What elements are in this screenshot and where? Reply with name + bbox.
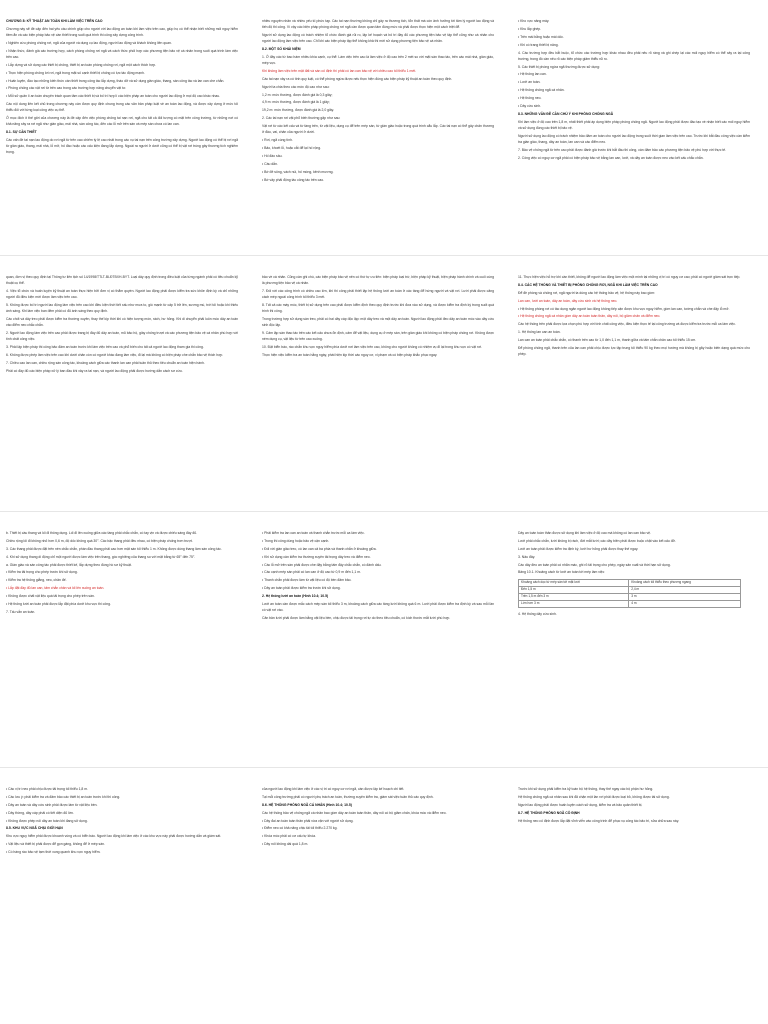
paragraph: • Không được phép nối dây an toàn khi đang sử dụng.	[6, 818, 88, 823]
table-header-cell: Khoảng cách tối thiểu theo phương ngang	[629, 579, 741, 586]
paragraph: 7. Đối với các công trình có chiều cao lớn, khi thi công phải thiết lập hệ thống lưới an toàn ở các tầng để hứng người và vật rơi. Lưới phải được căng cách mép ngoài công trình tối thiểu 3 mét.	[262, 288, 494, 300]
paragraph: 1. Ở đây các từ bao hàm nhiều khía cạnh, cụ thể: Làm việc trên cao là làm việc ở độ cao trên 2 mét so với mặt sàn thao tác, trên các mái nhà, giàn giáo, mép vực.	[262, 54, 494, 65]
paragraph: • Không được chất vật liệu quá tải trọng cho phép trên sàn.	[6, 594, 95, 599]
paragraph: • Hệ thống lưới an toàn phải được lắp đặt phía dưới khu vực thi công.	[6, 602, 111, 607]
paragraph: Để phòng chống ngã, thanh trên của lan can phải chịu được lực tập trung tối thiểu 90 kg theo mọi hướng mà không bị gãy hoặc biến dạng quá mức cho phép.	[518, 346, 750, 357]
column-left	[6, 274, 238, 506]
paragraph: 3. Nâu đây.	[518, 554, 536, 559]
paragraph: Các nội dung liên kết chủ trong chương này cần được quy định chung trong các văn bản pháp luật về an toàn lao động, và được xây dựng ở mức tối thiểu đối với từng loại công việc cụ thể.	[6, 102, 238, 113]
paragraph: b. Thiết bị cầu thang và lối đi thông dụng. Lối đi lên xuống giữa các tầng phải chắc chắn, có tay vịn và được chiếu sáng đầy đủ.	[6, 531, 198, 535]
paragraph: • Lưới an toàn.	[518, 80, 541, 85]
highlighted-text: Lan can, lưới an toàn, dây an toàn, dây cứu sinh và hệ thống neo.	[518, 298, 618, 303]
paragraph: nhiều nguyên nhân và nhiều yếu tố phức tạp. Các tai nạn thường không chỉ gây ra thương tích, tổn thất mà còn ảnh hưởng tới tâm lý người lao động và tiến độ thi công. Vì vậy các biện pháp phòng chống rơi ngã cần được quan tâm đúng mức và phải được thực hiện một cách triệt để.	[262, 19, 494, 30]
paragraph: 1. Hệ thống lan can an toàn.	[518, 330, 561, 335]
highlighted-text: Khi không làm việc trên mặt đất và sàn cố định thì phải có lan can bảo vệ với chiều cao tối thiểu 1 mét.	[262, 68, 417, 73]
paragraph: Các hệ thống bảo vệ chống ngã cá nhân bao gồm dây an toàn toàn thân, dây nối có bộ giảm chấn, khóa móc và điểm neo.	[262, 810, 447, 815]
paragraph: 4. Các trường hợp đều bắt buộc, tổ chức các trường hợp khác nhau đều phải nêu rõ ràng và ghi chép lại các mối nguy hiểm có thể xảy ra tại công trường, trong đó cần nêu rõ các biện pháp giảm thiểu rủi ro.	[518, 50, 750, 61]
paragraph: • Cầu dẫn.	[262, 161, 278, 166]
paragraph: 10. Đặt biển báo, rào chắn khu vực nguy hiểm phía dưới nơi làm việc trên cao, không cho người không có nhiệm vụ đi lại trong khu vực có vật rơi.	[262, 344, 483, 349]
section-heading: 8.1. SỰ CẦN THIẾT	[6, 130, 37, 135]
paragraph: 7. Bảo vệ chống ngã từ trên cao phải được đánh giá trước khi bắt đầu thi công, cần đảm bảo các phương tiện bảo vệ phù hợp với thực tế.	[518, 147, 727, 152]
paragraph: 5. Các thiết bị phòng ngừa ngã thường được sử dụng:	[518, 64, 600, 69]
paragraph: Để đề phòng và chống rơi, ngã người ta dùng các hệ thống bảo vệ, hệ thống này bao gồm:	[518, 290, 655, 295]
paragraph: • Hố đào sâu.	[262, 153, 283, 158]
paragraph: • Thanh chắn phải được làm từ vật liệu có độ bền đảm bảo.	[262, 578, 352, 583]
paragraph: • Điểm neo có khả năng chịu tải tối thiểu 2.270 kg.	[262, 826, 338, 831]
paragraph: Người sử dụng lao động có trách nhiệm tổ chức đánh giá rủi ro, lập kế hoạch và bố trí đầy đủ các phương tiện bảo vệ tập thể cũng như cá nhân cho người lao động làm việc trên cao. Chỉ khi các biện pháp tập thể không khả thi mới sử dụng phương tiện bảo vệ cá nhân.	[262, 32, 494, 44]
paragraph: • Dây nối không dài quá 1,8 m.	[262, 842, 309, 847]
paragraph: • Kho vực nâng máy.	[518, 19, 550, 23]
table-header-cell: Khoảng cách dọc từ mép sàn tới mặt lưới	[519, 579, 629, 586]
paragraph: • Bờ vây phải động tác công tác trên cao.	[262, 177, 325, 182]
paragraph: Căn bản lưới phải được làm bằng vật liệu bền, chịu được tải trọng rơi tự do theo tiêu chuẩn, có kích thước mắt lưới phù hợp.	[262, 616, 451, 620]
paragraph: 6. Không được phép làm việc trên cao khi dưới chân còn có người khác đang làm việc, đi lại mà không có biện pháp che chắn bảo vệ thích hợp.	[6, 352, 224, 357]
paragraph: • Khi có trang thiết bị nâng.	[518, 42, 559, 47]
paragraph: Lưới an toàn cần được mắc cách mép sàn tối thiểu 3 m, khoảng cách giữa các tầng lưới không quá 6 m. Lưới phải được kiểm tra định kỳ và sau mỗi lần có vật rơi vào.	[262, 602, 494, 613]
paragraph: Hệ thống neo cố định được lắp đặt vĩnh viễn vào công trình để phục vụ công tác bảo trì, sửa chữa sau này.	[518, 818, 680, 823]
paragraph: Khu vực nguy hiểm phải được khoanh vùng và có biển báo. Người lao động khi làm việc ở các khu vực này phải được hướng dẫn và giám sát.	[6, 834, 222, 839]
paragraph: • Lắp dựng và sử dụng các thiết bị chống, thiết bị an toàn phòng chống rơi, ngã một cách thích hợp.	[6, 62, 157, 67]
page-3	[0, 512, 768, 768]
paragraph: • Các lưu ý: phải kiểm tra và đảm bảo các thiết bị an toàn trước khi thi công.	[6, 794, 121, 799]
column-right	[518, 18, 750, 250]
table-row	[519, 600, 741, 607]
paragraph: • Huấn luyện, đào tạo những kiến thức cần thiết trong công tác lắp dựng, tháo dỡ và sử dụng giàn giáo, thang, sàn công tác và lan can che chắn.	[6, 78, 225, 83]
paragraph: • Hệ thống chống ngã cá nhân.	[518, 88, 565, 93]
paragraph: Hệ thống chống ngã cá nhân sau khi đã chặn một lần rơi phải được loại bỏ, không được tái sử dụng.	[518, 794, 670, 799]
paragraph: • Phòng chống các vật rơi từ trên cao trong các trường hợp nâng chuyển vật tư.	[6, 86, 127, 91]
table-cell: Đến 1,5 m	[519, 586, 629, 593]
paragraph: Người sử dụng lao động có trách nhiệm bảo đảm an toàn cho người lao động trong suốt thời gian làm việc trên cao. Trước khi bắt đầu công việc cần kiểm tra giàn giáo, thang, dây an toàn, lan can và các điểm neo.	[518, 133, 750, 144]
paragraph: • Khóa móc phải có cơ cấu tự khóa.	[262, 834, 316, 839]
distance-table	[518, 579, 741, 608]
paragraph: • Mỗi sử quản lí an toàn chuyên trách quan tâm các thiết bị và bố trí hợp lí các biện pháp an toàn cho người lao động ở mọi độ cao khác nhau.	[6, 94, 221, 99]
paragraph: 3. Phải lập biện pháp thi công bảo đảm an toàn trước khi làm việc trên cao và phổ biến cho tất cả người lao động tham gia thi công.	[6, 344, 204, 349]
paragraph: • Hệ thống phòng rơi có tác dụng ngăn người lao động không tiếp cận được khu vực nguy hiểm, gồm lan can, tường chắn và che đậy lỗ mở.	[518, 306, 730, 311]
paragraph: Người lao động phải được huấn luyện cách sử dụng, kiểm tra và bảo quản thiết bị.	[518, 802, 643, 807]
section-heading: 8.2. MỘT SỐ KHÁI NIỆM	[262, 46, 301, 51]
paragraph: 11. Thực hiện việc hỗ trợ khi cần thiết, không để người lao động làm việc một mình tại những vị trí có nguy cơ cao; phải có người giám sát trực tiếp.	[518, 275, 741, 279]
table-row	[519, 586, 741, 593]
section-heading: 8.3. NHỮNG VẤN ĐỀ CẦN CHÚ Ý KHI PHÒNG CHỐNG NGÃ	[518, 111, 614, 116]
paragraph: 4. Khi sử dụng thang di động chỉ một người được làm việc trên thang, góc nghiêng của thang so với mặt bằng từ 65° đến 75°.	[6, 554, 196, 559]
table-cell: 4 m	[629, 600, 741, 607]
paragraph: 2. Công việc có nguy cơ ngã phải có biện pháp bảo vệ bằng lan can, lưới, và dây an toàn được neo vào kết cấu chắc chắn.	[518, 155, 704, 160]
paragraph: 9. Cấm lập sàn thao tác trên các kết cấu chưa ổn định, cấm để vật liệu, dụng cụ ở mép sàn, trên giàn giáo khi không có biện pháp chống rơi. Không được ném dụng cụ, vật liệu từ trên cao xuống.	[262, 330, 494, 342]
column-left	[6, 530, 238, 762]
paragraph: 3. Các thang phải được đặt trên nền chắc chắn, phần đầu thang phải cao hơn mặt sàn tối thiểu 1 m. Không được dùng thang làm sàn công tác.	[6, 546, 222, 551]
table-row	[519, 593, 741, 600]
paragraph: • Thực hiện phòng chống lơi rơi, ngã trong mặt số cạnh thiết bị chống có lực tác động mạnh.	[6, 70, 145, 75]
paragraph: • Kiểm tra hệ thống giằng, neo, chân đế.	[6, 578, 67, 583]
column-middle	[262, 18, 494, 250]
column-right	[518, 786, 750, 1018]
paragraph: Chiều rộng lối đi không nhỏ hơn 0,6 m, độ dốc không quá 30°. Các bậc thang phải đều nhau, có biện pháp chống trơn trượt.	[6, 538, 193, 543]
paragraph: • Dây an toàn và dây cứu sinh phải được làm từ vật liệu bền.	[6, 802, 98, 807]
paragraph: Các chốt và dây treo phải được kiểm tra thường xuyên, thay thế kịp thời khi có hiện tượng mòn, rách, hư hỏng. Khi di chuyển phải luôn móc dây an toàn vào điểm neo chắc chắn.	[6, 316, 238, 328]
paragraph: quan, đơn vị theo quy định tại Thông tư liên tịch số 14/1998/TTLT-BLĐTBXH-BYT. Loại dây quy định trong điều luật của từng ngành phải có tiêu chuẩn kỹ thuật cụ thể.	[6, 275, 238, 286]
paragraph: bảo về cá nhân. Cũng cần ghi chú, các biện pháp bảo vệ nên có thứ tự ưu tiên: biện pháp loại trừ, biện pháp kỹ thuật, biện pháp hành chính và cuối cùng là phương tiện bảo vệ cá nhân.	[262, 275, 494, 286]
paragraph: Vật rơi từ các kết cấu và từ tầng trên, từ vật liệu, dụng cụ để trên mép sàn, từ giàn giáo hoặc trong quá trình cẩu lắp. Các tai nạn có thể gây chấn thương ở đầu, vai, chân của người ở dưới.	[262, 124, 494, 135]
paragraph: • Bảo, khoét lỗ, hoặc cắt để lại hố rộng.	[262, 145, 322, 150]
paragraph: • Khi sử dụng cần kiểm tra thường xuyên tải trọng dây treo và điểm neo.	[262, 554, 371, 559]
paragraph: 2. Người lao động làm việc trên cao phải được trang bị đầy đủ dây an toàn, mũ bảo hộ, giày chống trượt và các phương tiện bảo vệ cá nhân phù hợp với tính chất công việc.	[6, 330, 238, 342]
column-right	[518, 530, 750, 762]
highlighted-text: • Lắp đặt đầy đủ lan can, tấm chắn chân và lối lên xuống an toàn.	[6, 586, 105, 591]
paragraph: Thực hiện việc kiểm tra an toàn hằng ngày, phát hiện kịp thời các nguy cơ, vi phạm và có biện pháp khắc phục ngay.	[262, 352, 438, 357]
section-heading: 8.4. CÁC HỆ THỐNG VÀ THIẾT BỊ PHÒNG CHỐNG RƠI, NGÃ KHI LÀM VIỆC TRÊN CAO	[518, 282, 658, 287]
paragraph: • Rơi, ngã cùng tình.	[262, 138, 293, 143]
paragraph: của người lao động khi làm việc ở các vị trí có nguy cơ rơi ngã, cần được lập kế hoạch chi tiết.	[262, 787, 405, 791]
paragraph: 5. Không được bố trí người lao động làm việc trên cao khi điều kiện thời tiết xấu như mưa to, gió mạnh từ cấp 5 trở lên, sương mù, trời tối hoặc khi thiếu ánh sáng. Khi làm việc ban đêm phải có đủ ánh sáng theo quy định.	[6, 302, 238, 314]
paragraph: • Dây thừng, dây cáp phải có tiết diện đủ lớn.	[6, 810, 74, 815]
paragraph: Các dây đeo an toàn phải có nhãn mác, ghi rõ tải trọng cho phép, ngày sản xuất và thời hạn sử dụng.	[518, 562, 671, 567]
paragraph: Người ta chia theo các mức độ cao như sau:	[262, 84, 330, 89]
table-cell: Trên 1,5 m đến 3 m	[519, 593, 629, 600]
paragraph: Lưới an toàn phải được kiểm tra định kỳ, lưới hư hỏng phải được thay thế ngay.	[518, 546, 639, 551]
paragraph: • Dây an toàn phải được kiểm tra trước khi sử dụng.	[262, 586, 341, 591]
column-left	[6, 786, 238, 1018]
paragraph: • Dây cứu sinh.	[518, 104, 542, 108]
paragraph: • Khu lắp ghép.	[518, 26, 542, 31]
paragraph: Lan can an toàn phải chắc chắn, có thanh trên cao từ 1,0 đến 1,1 m, thanh giữa và tấm chắn chân cao tối thiểu 15 cm.	[518, 338, 697, 343]
paragraph: Dây an toàn toàn thân được sử dụng khi làm việc ở độ cao mà không có lan can bảo vệ.	[518, 531, 652, 535]
table-cell: 2,4 m	[629, 586, 741, 593]
section-heading: 8.7. HỆ THỐNG PHÒNG NGÃ CÔ ĐỊNH	[518, 810, 580, 815]
section-heading: CHƯƠNG 8: KỸ THUẬT AN TOÀN KHI LÀM VIỆC TRÊN CAO	[6, 19, 103, 23]
page-4	[0, 768, 768, 1024]
paragraph: 8. Tất cả các máy móc, thiết bị sử dụng trên cao phải được kiểm định theo quy định trước khi đưa vào sử dụng, và được kiểm tra định kỳ trong suốt quá trình thi công.	[262, 302, 494, 314]
paragraph: • Các cạnh mép sàn phải có lan can ở độ cao từ 0,9 m đến 1,1 m.	[262, 570, 361, 575]
paragraph: Lưới phải chắc chắn, lưới không bị rách, đứt mắt lưới; các dây biên phải được buộc chặt vào kết cấu đỡ.	[518, 538, 676, 543]
paragraph: • Hệ thống neo.	[518, 96, 542, 101]
paragraph: 7. Chiều cao lan can, chiều rộng sàn công tác, khoảng cách giữa các thanh lan can phải tuân thủ theo tiêu chuẩn an toàn hiện hành.	[6, 360, 205, 365]
paragraph: Các tai nạn xảy ra có tính quy luật, có thể phòng ngừa được nếu thực hiện đúng các biện pháp kỹ thuật an toàn theo quy định.	[262, 76, 453, 81]
paragraph: Khi làm việc ở độ cao trên 1,8 m, nhất thiết phải áp dụng biện pháp phòng chống ngã. Người lao động phải được đào tạo về nhận biết các mối nguy hiểm và sử dụng đúng các thiết bị bảo vệ.	[518, 119, 750, 130]
paragraph: • Trên mái bằng hoặc mái dốc.	[518, 34, 564, 39]
paragraph: • Nghiên cứu phòng chống rơi, ngã của người và dụng cụ lao động, người lao động và khách không liên quan.	[6, 40, 172, 45]
paragraph: • Có hàng rào bảo vệ tạm thời xung quanh khu vực nguy hiểm.	[6, 850, 101, 855]
paragraph: • Đối với giàn giáo treo, có lan can cả ba phía và thanh chắn ở khoảng giữa.	[262, 546, 377, 551]
table-cell: Lớn hơn 3 m	[519, 600, 629, 607]
column-right	[518, 274, 750, 506]
highlighted-text: • Hệ thống chống ngã cá nhân gồm dây an toàn toàn thân, dây nối, bộ giảm chấn và điểm neo.	[518, 314, 661, 319]
paragraph: a. Giàn giáo và sàn công tác phải được thiết kế, lắp dựng theo đúng hồ sơ kỹ thuật.	[6, 562, 132, 567]
paragraph: Trước khi sử dụng phải kiểm tra kỹ toàn bộ hệ thống, thay thế ngay các bộ phận hư hỏng.	[518, 787, 654, 791]
paragraph: Ở mục đích ít thế giới của chương này là đề cập đến việc phòng chống tai nạn rơi, ngã cho tất cả đối tượng có mặt trên công trường, từ những nơi có khả năng xảy ra rơi ngã như giàn giáo, mái nhà, sàn công tác, đến các lỗ mở trên sàn và mép sàn chưa có lan can.	[6, 116, 238, 127]
paragraph: • Vật liệu và thiết bị phải được để gọn gàng, không để ở mép sàn.	[6, 842, 105, 847]
paragraph: 4. Hệ thống dây cứu sinh.	[518, 611, 557, 616]
section-heading: 8.6. HỆ THỐNG PHÒNG NGÃ CÁ NHÂN (Hình 10.4; 10.5)	[262, 802, 352, 807]
paragraph: 19,2 m: mức thường, được đánh giá là 2,0 giây.	[262, 108, 335, 113]
paragraph: • Các lỗ mở trên sàn phải được che đậy bằng tấm đậy chắc chắn, có đánh dấu.	[262, 562, 382, 567]
paragraph: 2. Các tai nạn rơi vật phổ biến thường gặp như sau:	[262, 116, 341, 121]
paragraph: Các vấn đề tai nạn lao động do rơi ngã từ trên cao chiếm tỷ lệ cao nhất trong các vụ tai nạn trên công trường xây dựng. Người lao động có thể bị rơi ngã từ giàn giáo, thang, mái nhà, lỗ mở, hố đào hoặc các cấu kiện đang lắp dựng. Ngoài ra người ở dưới cũng có thể bị vật rơi trúng gây thương tích nghiêm trọng.	[6, 138, 238, 155]
paragraph: Các hệ thống trên phải được lựa chọn phù hợp với tính chất công việc, điều kiện thực tế tại công trường và được kiểm tra trước mỗi ca làm việc.	[518, 322, 736, 327]
paragraph: • Phải kiểm tra lan can an toàn và thanh chắn trước mỗi ca làm việc.	[262, 531, 365, 535]
column-middle	[262, 530, 494, 762]
paragraph: Tại mỗi công trường phải có người phụ trách an toàn, thường xuyên kiểm tra, giám sát việc tuân thủ các quy định.	[262, 794, 434, 799]
paragraph: Bảng 10.1. Khoảng cách từ lưới an toàn tới mép làm việc	[518, 570, 605, 575]
paragraph: 7. Tấu vẫn an toàn.	[6, 609, 36, 614]
column-middle	[262, 274, 494, 506]
column-middle	[262, 786, 494, 1018]
column-left	[6, 18, 238, 250]
paragraph: Phải có đầy đủ các biện pháp xử lý ban đầu khi xảy ra tai nạn, và người lao động phải được hướng dẫn cách sơ cứu.	[6, 368, 183, 373]
paragraph: • Dây đai an toàn toàn thân phải vừa vặn với người sử dụng.	[262, 818, 354, 823]
paragraph: Trong trường hợp sử dụng sàn treo, phải có hai dây cáp độc lập: một dây treo và một dây an toàn. Người lao động phải đeo dây an toàn móc vào dây cứu sinh độc lập.	[262, 316, 494, 328]
paragraph: • Hệ thống lan can.	[518, 72, 547, 77]
paragraph: • Kiểm tra tải trọng cho phép trước khi sử dụng.	[6, 570, 78, 575]
section-heading: 8.5. KHU VỰC NGÃ CHỊU GIỚI HẠN	[6, 826, 63, 831]
paragraph: • Trong thi công dùng hoặc bảo vệ cận cạnh.	[262, 538, 330, 543]
paragraph: Chương này sẽ đề cập đến hai yêu cầu chính giúp cho người với lao động an toàn khi làm việc trên cao, giúp họ có thể nhận biết những mối nguy hiểm tiềm ẩn và các biện pháp bảo vệ cần thiết trong suốt quá trình thi công xây dựng công trình.	[6, 26, 238, 37]
paragraph: • Các vị trí neo phải chịu được tải trọng tối thiểu 1,8 m.	[6, 787, 89, 791]
paragraph: 1,2 m: mức thường, được đánh giá là 0,3 giây;	[262, 92, 333, 97]
paragraph: 4,9 m: mức thường, được đánh giá là 1 giây;	[262, 100, 330, 105]
paragraph: • Bờ đê sông, vách núi, hố móng, kênh mương.	[262, 169, 334, 174]
table-cell: 3 m	[629, 593, 741, 600]
paragraph: 4. Việc tổ chức và huấn luyện kỹ thuật an toàn thực hiện bởi đơn vị có thẩm quyền. Người lao động phải được kiểm tra sức khỏe định kỳ và chỉ những người đủ điều kiện mới được làm việc trên cao.	[6, 288, 238, 300]
section-heading: 2. Hệ thống lưới an toàn (Hình 10.4; 10.5)	[262, 594, 329, 599]
page-1	[0, 0, 768, 256]
paragraph: • Nhận thức, đánh giá các trường hợp, cách phòng chống rơi ngã và cách thức phối hợp các phương tiện bảo vệ cá nhân trong suốt quá trình làm việc trên cao.	[6, 48, 238, 59]
page-2	[0, 256, 768, 512]
